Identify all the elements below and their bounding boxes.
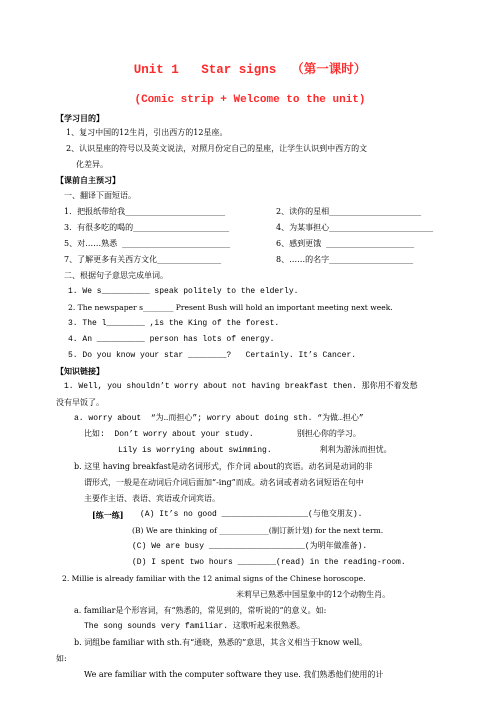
familiar-note: a. familiar是个形容词，有“熟悉的，常见到的，常听说的”的意义。如: xyxy=(74,606,327,615)
page-title: Unit 1 Star signs （第一课时） xyxy=(133,63,367,77)
gerund-note: 主要作主语、表语、宾语或介词宾语。 xyxy=(84,494,220,503)
practice-item: (A) It’s no good __________________(与他交朋友). xyxy=(140,510,363,519)
example-sentence: We are familiar with the computer software they use. 我们熟悉他们使用的计 xyxy=(84,670,384,679)
sentence-item: 1. We s__________ speak politely to the elderly. xyxy=(68,287,299,296)
knowledge-point-2-translation: 米莉早已熟悉中国星象中的12个动物生肖。 xyxy=(236,590,391,599)
objectives-heading: 【学习目的】 xyxy=(56,113,104,123)
practice-item: (B) We are thinking of _____________(制订新计划) for the next term. xyxy=(132,526,384,535)
objective-item: 化差异。 xyxy=(76,160,108,169)
page-subtitle: (Comic strip + Welcome to the unit) xyxy=(134,94,366,106)
knowledge-point-2: 2. Millie is already familiar with the 12 animal signs of the Chinese horoscope. xyxy=(62,574,366,583)
example-sentence: 比如: Don’t worry about your study. 别担心你的学习。 xyxy=(84,430,361,439)
phrase-item: 5、对……熟悉 ___________________________ xyxy=(64,239,231,248)
practice-item: (C) We are busy ____________________(为明年做准备). xyxy=(132,542,368,551)
example-sentence: The song sounds very familiar. 这歌听起来很熟悉。 xyxy=(84,622,305,631)
sentence-item: 3. The l________ ,is the King of the forest. xyxy=(68,319,280,328)
familiar-with-note: b. 词组be familiar with sth.有“通晓，熟悉的”意思，其含义相当于know well。 xyxy=(74,638,368,647)
knowledge-heading: 【知识链接】 xyxy=(56,366,104,376)
phrase-item: 3．有很多吃的喝的________________________ xyxy=(64,223,230,232)
preview-part1-label: 一、翻译下面短语。 xyxy=(64,191,136,200)
practice-label: [练一练] xyxy=(92,510,124,520)
phrase-item: 8、……的名字_____________________ xyxy=(276,255,414,264)
sentence-item: 2. The newspaper s________ Present Bush will hold an important meeting next week. xyxy=(68,303,393,312)
gerund-note: 谓形式，一般是在动词后介词后面加“-ing”而成。动名词或者动名词短语在句中 xyxy=(84,478,364,487)
sentence-item: 5. Do you know your star ________? Certainly. It’s Cancer. xyxy=(68,351,357,360)
practice-item: (D) I spent two hours ________(read) in the reading-room. xyxy=(132,558,406,567)
phrase-item: 6、感到更饿 ______________________ xyxy=(276,239,415,248)
preview-part2-label: 二、根据句子意思完成单词。 xyxy=(64,271,168,280)
knowledge-point-1-translation: 没有早饭了。 xyxy=(56,398,104,407)
preview-heading: 【课前自主预习】 xyxy=(56,175,120,185)
objective-item: 2、认识星座的符号以及英文说法，对照月份定自己的星座，让学生认识到中西方的文 xyxy=(66,144,368,153)
phrase-item: 2、读你的星相_______________________ xyxy=(276,207,422,216)
gerund-note: b. 这里 having breakfast是动名词形式，作介词 about的宾语。动名词是动词的非 xyxy=(74,462,373,471)
phrase-item: 7、了解更多有关西方文化________________ xyxy=(64,255,222,264)
objective-item: 1、复习中国的12生肖，引出西方的12星座。 xyxy=(66,128,228,137)
phrase-item: 4、为某事担心__________________________ xyxy=(276,223,434,232)
phrase-item: 1．把报纸带给我_________________________ xyxy=(64,207,226,216)
knowledge-point-1: 1. Well, you shouldn’t worry about not having breakfast then. 那你用不着发愁 xyxy=(64,382,418,391)
sentence-item: 4. An __________ person has lots of energy. xyxy=(68,335,275,344)
familiar-with-note: 如: xyxy=(56,654,67,663)
example-sentence: Lily is worrying about swimming. 利利为游泳而担忧。 xyxy=(118,446,392,455)
worry-about-note: a. worry about “为…而担心”; worry about doing sth. “为做…担心” xyxy=(74,414,364,423)
